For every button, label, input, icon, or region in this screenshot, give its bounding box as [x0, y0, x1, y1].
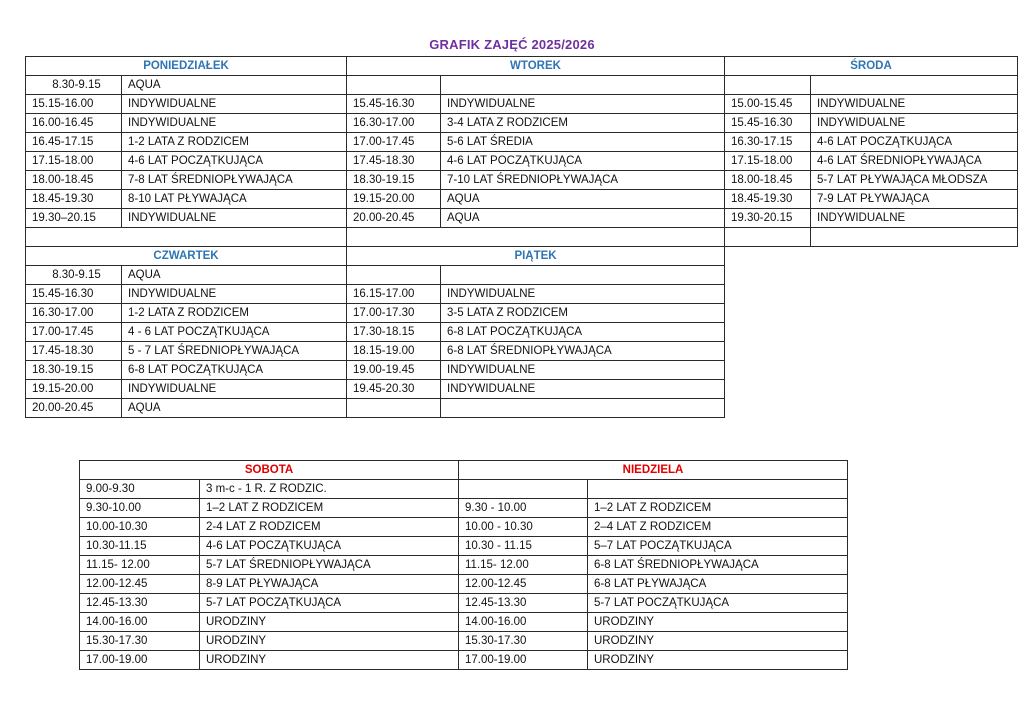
activity-cell: 5-7 LAT POCZĄTKUJĄCA — [588, 594, 848, 613]
time-cell: 10.00-10.30 — [80, 518, 200, 537]
activity-cell: URODZINY — [200, 651, 459, 670]
activity-cell: 6-8 LAT ŚREDNIOPŁYWAJĄCA — [441, 342, 725, 361]
activity-cell: 3-5 LATA Z RODZICEM — [441, 304, 725, 323]
day-header-saturday: SOBOTA — [80, 461, 459, 480]
empty-cell — [347, 228, 725, 247]
time-cell: 19.30–20.15 — [26, 209, 122, 228]
table-row — [80, 556, 848, 575]
activity-cell: 1-2 LATA Z RODZICEM — [122, 304, 347, 323]
time-cell: 18.45-19.30 — [26, 190, 122, 209]
schedule-table-thu-fri — [25, 246, 725, 418]
empty-cell — [725, 76, 811, 95]
time-cell: 16.45-17.15 — [26, 133, 122, 152]
activity-cell: 7-8 LAT ŚREDNIOPŁYWAJĄCA — [122, 171, 347, 190]
time-cell: 14.00-16.00 — [459, 613, 588, 632]
empty-cell — [441, 266, 725, 285]
time-cell: 17.00-17.45 — [347, 133, 441, 152]
activity-cell: INDYWIDUALNE — [441, 361, 725, 380]
activity-cell: 5–7 LAT POCZĄTKUJĄCA — [588, 537, 848, 556]
activity-cell: 8-9 LAT PŁYWAJĄCA — [200, 575, 459, 594]
time-cell: 16.30-17.15 — [725, 133, 811, 152]
activity-cell: 6-8 LAT ŚREDNIOPŁYWAJĄCA — [588, 556, 848, 575]
table-row — [26, 95, 1018, 114]
time-cell: 10.00 - 10.30 — [459, 518, 588, 537]
day-header-tuesday: WTOREK — [347, 57, 725, 76]
table-row — [26, 266, 725, 285]
time-cell: 15.30-17.30 — [80, 632, 200, 651]
table-row — [26, 171, 1018, 190]
day-header-thursday: CZWARTEK — [26, 247, 347, 266]
activity-cell: 4-6 LAT POCZĄTKUJĄCA — [811, 133, 1018, 152]
table-row — [26, 380, 725, 399]
table-row — [26, 76, 1018, 95]
table-row — [26, 342, 725, 361]
empty-cell — [725, 228, 811, 247]
empty-cell — [441, 76, 725, 95]
time-cell: 15.45-16.30 — [26, 285, 122, 304]
time-cell: 8.30-9.15 — [26, 266, 122, 285]
activity-cell: URODZINY — [588, 613, 848, 632]
time-cell: 16.30-17.00 — [347, 114, 441, 133]
table-row — [26, 399, 725, 418]
activity-cell: URODZINY — [200, 613, 459, 632]
table-row — [80, 518, 848, 537]
table-row — [80, 499, 848, 518]
empty-cell — [347, 266, 441, 285]
time-cell: 9.30 - 10.00 — [459, 499, 588, 518]
time-cell: 18.30-19.15 — [347, 171, 441, 190]
empty-cell — [441, 399, 725, 418]
time-cell: 19.30-20.15 — [725, 209, 811, 228]
activity-cell: 4-6 LAT ŚREDNIOPŁYWAJĄCA — [811, 152, 1018, 171]
table-row — [80, 537, 848, 556]
activity-cell: 1–2 LAT Z RODZICEM — [588, 499, 848, 518]
time-cell: 12.00-12.45 — [459, 575, 588, 594]
activity-cell: 5-7 LAT PŁYWAJĄCA MŁODSZA — [811, 171, 1018, 190]
activity-cell: 2-4 LAT Z RODZICEM — [200, 518, 459, 537]
activity-cell: INDYWIDUALNE — [441, 285, 725, 304]
time-cell: 19.15-20.00 — [347, 190, 441, 209]
activity-cell: INDYWIDUALNE — [122, 285, 347, 304]
time-cell: 19.15-20.00 — [26, 380, 122, 399]
time-cell: 11.15- 12.00 — [459, 556, 588, 575]
activity-cell: 6-8 LAT POCZĄTKUJĄCA — [441, 323, 725, 342]
table-row — [26, 133, 1018, 152]
table-row — [26, 304, 725, 323]
time-cell: 18.45-19.30 — [725, 190, 811, 209]
time-cell: 20.00-20.45 — [26, 399, 122, 418]
time-cell: 12.45-13.30 — [459, 594, 588, 613]
schedule-table-sat-sun — [79, 460, 848, 670]
activity-cell: INDYWIDUALNE — [122, 95, 347, 114]
time-cell: 15.00-15.45 — [725, 95, 811, 114]
time-cell: 17.15-18.00 — [26, 152, 122, 171]
time-cell: 17.45-18.30 — [26, 342, 122, 361]
day-header-row — [80, 461, 848, 480]
time-cell: 10.30 - 11.15 — [459, 537, 588, 556]
table-row — [80, 575, 848, 594]
activity-cell: 6-8 LAT POCZĄTKUJĄCA — [122, 361, 347, 380]
activity-cell: 2–4 LAT Z RODZICEM — [588, 518, 848, 537]
activity-cell: 4-6 LAT POCZĄTKUJĄCA — [441, 152, 725, 171]
time-cell: 19.45-20.30 — [347, 380, 441, 399]
activity-cell: 4-6 LAT POCZĄTKUJĄCA — [200, 537, 459, 556]
activity-cell: INDYWIDUALNE — [122, 209, 347, 228]
time-cell: 17.00-19.00 — [80, 651, 200, 670]
table-row — [26, 228, 1018, 247]
time-cell: 17.30-18.15 — [347, 323, 441, 342]
empty-cell — [347, 399, 441, 418]
activity-cell: INDYWIDUALNE — [122, 380, 347, 399]
activity-cell: AQUA — [441, 209, 725, 228]
time-cell: 12.45-13.30 — [80, 594, 200, 613]
time-cell: 10.30-11.15 — [80, 537, 200, 556]
time-cell: 17.00-19.00 — [459, 651, 588, 670]
time-cell: 17.00-17.45 — [26, 323, 122, 342]
time-cell: 17.00-17.30 — [347, 304, 441, 323]
page-title: GRAFIK ZAJĘĆ 2025/2026 — [429, 37, 595, 52]
table-row — [80, 594, 848, 613]
activity-cell: 5-7 LAT ŚREDNIOPŁYWAJĄCA — [200, 556, 459, 575]
time-cell: 16.15-17.00 — [347, 285, 441, 304]
activity-cell: 1–2 LAT Z RODZICEM — [200, 499, 459, 518]
day-header-row — [26, 57, 1018, 76]
day-header-friday: PIĄTEK — [347, 247, 725, 266]
table-row — [80, 651, 848, 670]
activity-cell: 5-6 LAT ŚREDIA — [441, 133, 725, 152]
activity-cell: INDYWIDUALNE — [811, 114, 1018, 133]
activity-cell: INDYWIDUALNE — [811, 95, 1018, 114]
activity-cell: 1-2 LATA Z RODZICEM — [122, 133, 347, 152]
day-header-sunday: NIEDZIELA — [459, 461, 848, 480]
time-cell: 8.30-9.15 — [26, 76, 122, 95]
activity-cell: 7-9 LAT PŁYWAJĄCA — [811, 190, 1018, 209]
time-cell: 15.45-16.30 — [347, 95, 441, 114]
table-row — [26, 285, 725, 304]
activity-cell: INDYWIDUALNE — [122, 114, 347, 133]
table-row — [26, 361, 725, 380]
time-cell: 17.15-18.00 — [725, 152, 811, 171]
activity-cell: AQUA — [122, 76, 347, 95]
time-cell: 15.15-16.00 — [26, 95, 122, 114]
activity-cell: URODZINY — [588, 632, 848, 651]
schedule-table-mon-tue-wed — [25, 56, 1018, 247]
activity-cell: AQUA — [122, 399, 347, 418]
time-cell: 18.30-19.15 — [26, 361, 122, 380]
table-row — [26, 323, 725, 342]
time-cell: 18.15-19.00 — [347, 342, 441, 361]
day-header-monday: PONIEDZIAŁEK — [26, 57, 347, 76]
time-cell: 9.00-9.30 — [80, 480, 200, 499]
time-cell: 20.00-20.45 — [347, 209, 441, 228]
day-header-row — [26, 247, 725, 266]
time-cell: 11.15- 12.00 — [80, 556, 200, 575]
time-cell: 18.00-18.45 — [26, 171, 122, 190]
time-cell: 18.00-18.45 — [725, 171, 811, 190]
empty-cell — [588, 480, 848, 499]
time-cell: 16.00-16.45 — [26, 114, 122, 133]
table-row — [26, 209, 1018, 228]
time-cell: 9.30-10.00 — [80, 499, 200, 518]
table-row — [80, 613, 848, 632]
activity-cell: INDYWIDUALNE — [811, 209, 1018, 228]
activity-cell: 7-10 LAT ŚREDNIOPŁYWAJĄCA — [441, 171, 725, 190]
time-cell: 16.30-17.00 — [26, 304, 122, 323]
time-cell: 15.45-16.30 — [725, 114, 811, 133]
activity-cell: URODZINY — [588, 651, 848, 670]
activity-cell: 5-7 LAT POCZĄTKUJĄCA — [200, 594, 459, 613]
time-cell: 17.45-18.30 — [347, 152, 441, 171]
activity-cell: INDYWIDUALNE — [441, 95, 725, 114]
activity-cell: 4 - 6 LAT POCZĄTKUJĄCA — [122, 323, 347, 342]
empty-cell — [459, 480, 588, 499]
activity-cell: 8-10 LAT PŁYWAJĄCA — [122, 190, 347, 209]
activity-cell: AQUA — [122, 266, 347, 285]
activity-cell: 4-6 LAT POCZĄTKUJĄCA — [122, 152, 347, 171]
time-cell: 14.00-16.00 — [80, 613, 200, 632]
activity-cell: 5 - 7 LAT ŚREDNIOPŁYWAJĄCA — [122, 342, 347, 361]
empty-cell — [811, 76, 1018, 95]
time-cell: 12.00-12.45 — [80, 575, 200, 594]
table-row — [80, 480, 848, 499]
activity-cell: AQUA — [441, 190, 725, 209]
day-header-wednesday: ŚRODA — [725, 57, 1018, 76]
empty-cell — [26, 228, 347, 247]
activity-cell: 3 m-c - 1 R. Z RODZIC. — [200, 480, 459, 499]
empty-cell — [347, 76, 441, 95]
activity-cell: INDYWIDUALNE — [441, 380, 725, 399]
table-row — [26, 152, 1018, 171]
table-row — [80, 632, 848, 651]
table-row — [26, 190, 1018, 209]
empty-cell — [811, 228, 1018, 247]
time-cell: 19.00-19.45 — [347, 361, 441, 380]
activity-cell: URODZINY — [200, 632, 459, 651]
table-row — [26, 114, 1018, 133]
time-cell: 15.30-17.30 — [459, 632, 588, 651]
activity-cell: 6-8 LAT PŁYWAJĄCA — [588, 575, 848, 594]
activity-cell: 3-4 LATA Z RODZICEM — [441, 114, 725, 133]
